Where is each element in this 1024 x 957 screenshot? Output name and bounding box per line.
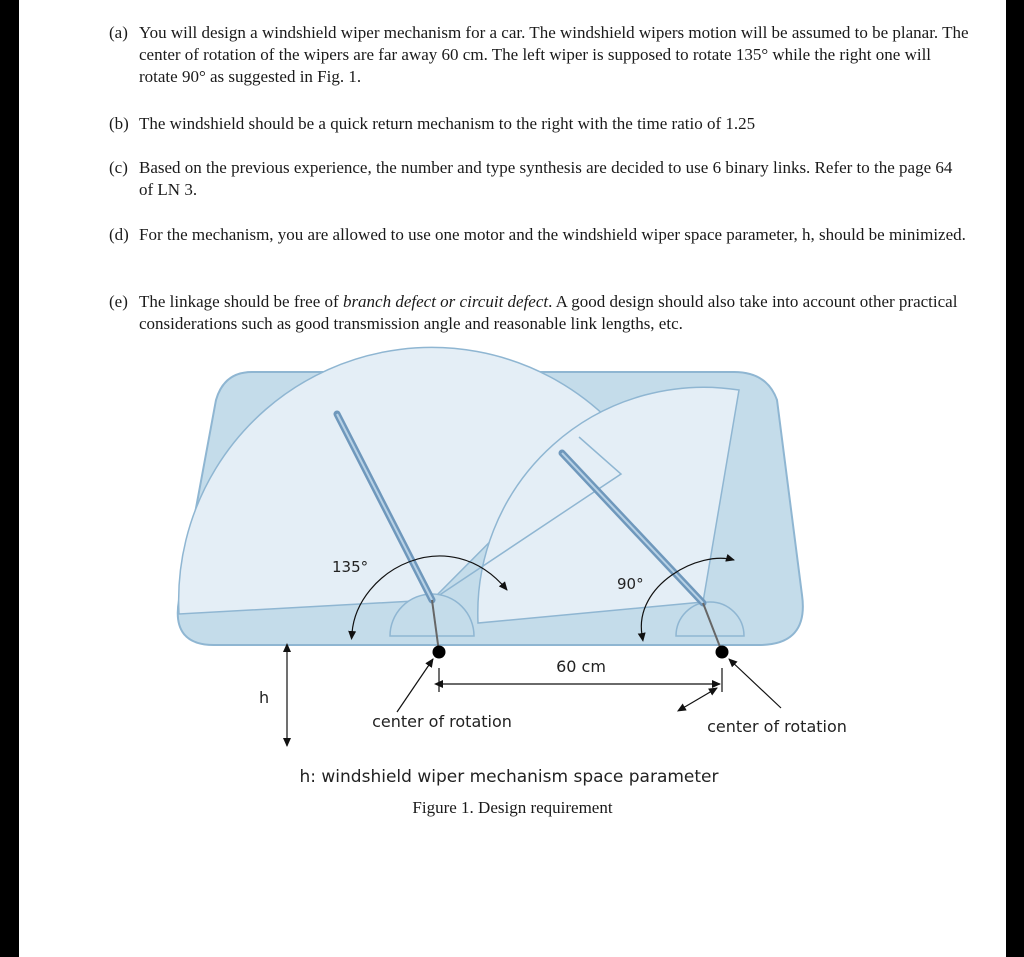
item-b-text: The windshield should be a quick return mechanism to the right with the time ratio of 1.25 xyxy=(139,114,756,133)
defect-emphasis: branch defect or circuit defect xyxy=(342,292,549,311)
figure-caption: Figure 1. Design requirement xyxy=(412,798,613,817)
figure-legend: h: windshield wiper mechanism space parameter xyxy=(299,767,719,787)
left-center-point xyxy=(433,646,446,659)
right-center-label: center of rotation xyxy=(707,717,847,736)
item-e-text: The linkage should be free of branch defect or circuit defect. A good design should also take into account other practical considerations such as good transmission angle and reasonable link lengths, etc. xyxy=(139,292,958,333)
item-d-label: (d) xyxy=(109,225,129,244)
right-diagonal-arrow xyxy=(683,688,717,708)
distance-label: 60 cm xyxy=(556,657,606,676)
right-angle-label: 90° xyxy=(617,575,644,593)
left-angle-label: 135° xyxy=(332,558,369,576)
item-c-label: (c) xyxy=(109,158,128,177)
right-center-pointer xyxy=(729,659,781,708)
document-page xyxy=(19,0,1006,957)
left-center-pointer xyxy=(397,659,433,712)
item-a-label: (a) xyxy=(109,23,128,42)
item-a-text: You will design a windshield wiper mechanism for a car. The windshield wipers motion will be assumed to be planar. The center of rotation of the wipers are far away 60 cm. The left wiper is supposed to rotate 135° while the right one will rotate 90° as suggested in Fig. 1. xyxy=(139,23,969,86)
item-b-label: (b) xyxy=(109,114,129,133)
left-center-label: center of rotation xyxy=(372,712,512,731)
right-center-point xyxy=(716,646,729,659)
item-c-text: Based on the previous experience, the number and type synthesis are decided to use 6 binary links. Refer to the page 64 of LN 3. xyxy=(139,158,953,199)
h-label: h xyxy=(259,688,270,707)
item-e-label: (e) xyxy=(109,292,128,311)
item-d-text: For the mechanism, you are allowed to use one motor and the windshield wiper space parameter, h, should be minimized. xyxy=(139,225,966,244)
